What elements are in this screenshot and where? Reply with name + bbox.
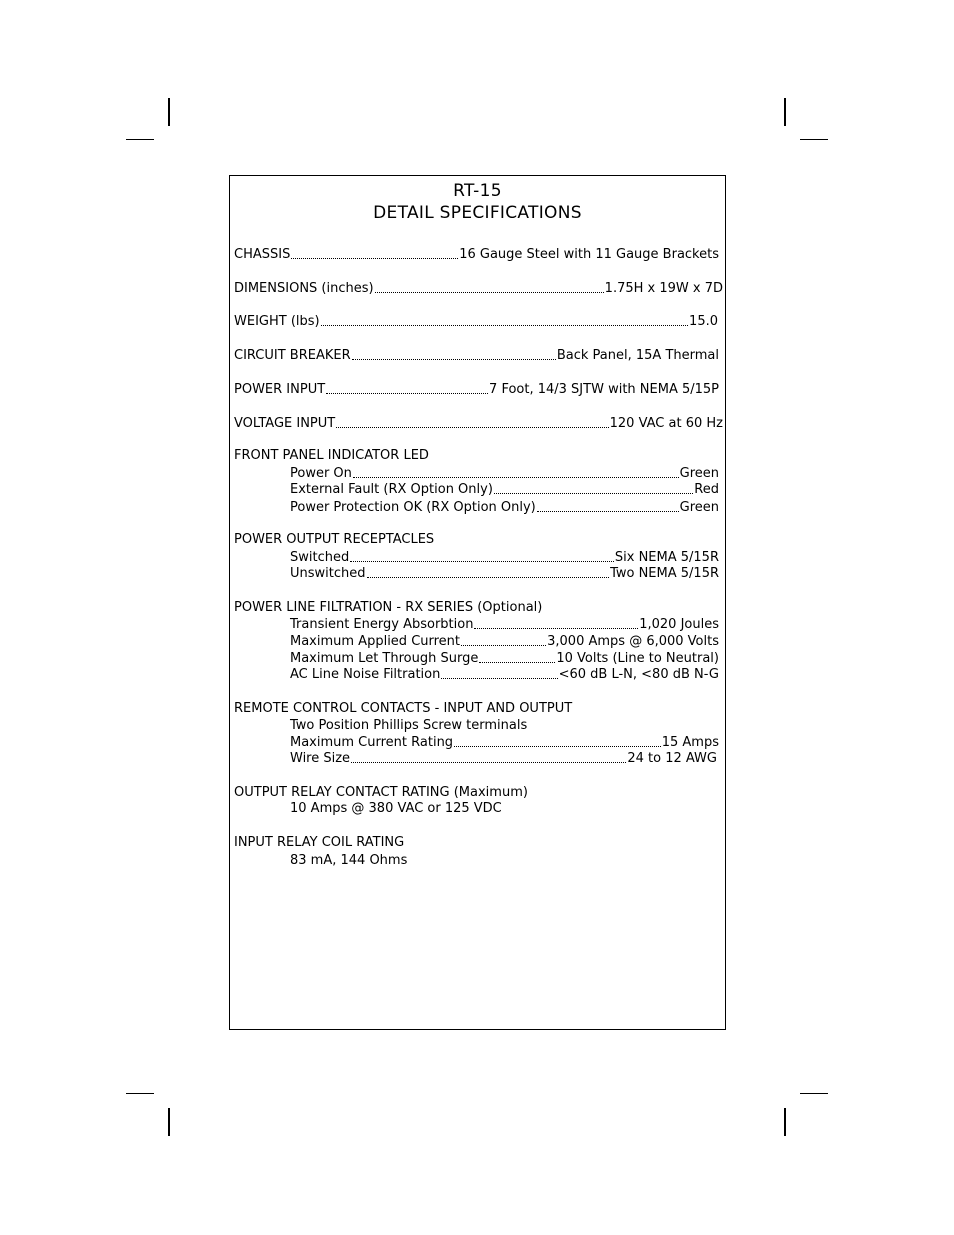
item-value: 1,020 Joules — [639, 617, 719, 632]
filtration-item — [290, 667, 719, 683]
spec-label: VOLTAGE INPUT — [234, 416, 336, 431]
item-value: 10 Volts (Line to Neutral) — [556, 651, 719, 666]
item-value: 15 Amps — [661, 735, 719, 750]
crop-mark-top-right-vertical — [784, 98, 786, 126]
crop-mark-top-left-vertical — [168, 98, 170, 126]
spec-sheet-panel — [229, 175, 726, 1030]
section-heading-output-relay: OUTPUT RELAY CONTACT RATING (Maximum) — [234, 785, 528, 800]
item-value: Six NEMA 5/15R — [614, 550, 719, 565]
spec-value: 15.0 — [689, 314, 718, 329]
item-label: Maximum Current Rating — [290, 735, 454, 750]
leader-dots — [375, 292, 604, 293]
section-heading-filtration: POWER LINE FILTRATION - RX SERIES (Optional) — [234, 600, 543, 615]
item-value: Two NEMA 5/15R — [610, 566, 719, 581]
front-panel-item — [290, 482, 719, 498]
spec-label: DIMENSIONS (inches) — [234, 281, 374, 296]
leader-dots — [441, 678, 557, 679]
spec-value: 120 VAC at 60 Hz — [609, 416, 723, 431]
spec-value: 1.75H x 19W x 7D — [604, 281, 723, 296]
crop-mark-bottom-left-horizontal — [126, 1093, 154, 1094]
item-value: Green — [679, 500, 719, 515]
leader-dots — [474, 628, 638, 629]
spec-value: 16 Gauge Steel with 11 Gauge Brackets — [459, 247, 719, 262]
crop-mark-bottom-right-vertical — [784, 1108, 786, 1136]
spec-chassis — [234, 247, 719, 263]
spec-label: CHASSIS — [234, 247, 291, 262]
leader-dots — [367, 577, 610, 578]
crop-mark-bottom-right-horizontal — [800, 1093, 828, 1094]
remote-item — [290, 735, 719, 751]
crop-mark-bottom-left-vertical — [168, 1108, 170, 1136]
item-label: Switched — [290, 550, 350, 565]
crop-mark-top-right-horizontal — [800, 139, 828, 140]
spec-weight — [234, 314, 718, 330]
crop-mark-top-left-horizontal — [126, 139, 154, 140]
item-label: AC Line Noise Filtration — [290, 667, 441, 682]
leader-dots — [326, 393, 488, 394]
leader-dots — [537, 511, 679, 512]
spec-value: Back Panel, 15A Thermal — [556, 348, 719, 363]
remote-item — [290, 751, 717, 767]
leader-dots — [351, 762, 626, 763]
filtration-item — [290, 651, 719, 667]
item-label: Maximum Let Through Surge — [290, 651, 479, 666]
leader-dots — [461, 645, 546, 646]
front-panel-item — [290, 466, 719, 482]
leader-dots — [494, 493, 693, 494]
section-heading-front-panel: FRONT PANEL INDICATOR LED — [234, 448, 429, 463]
item-label: Transient Energy Absorbtion — [290, 617, 474, 632]
spec-power-input — [234, 382, 719, 398]
section-heading-remote-control: REMOTE CONTROL CONTACTS - INPUT AND OUTPUT — [234, 701, 573, 716]
filtration-item — [290, 634, 719, 650]
item-label: Power On — [290, 466, 352, 481]
leader-dots — [291, 258, 458, 259]
item-label: Unswitched — [290, 566, 366, 581]
leader-dots — [336, 427, 608, 428]
item-label: Maximum Applied Current — [290, 634, 461, 649]
document-subtitle: DETAIL SPECIFICATIONS — [373, 203, 582, 223]
spec-voltage-input — [234, 416, 723, 432]
filtration-item — [290, 617, 719, 633]
leader-dots — [454, 746, 661, 747]
spec-label: CIRCUIT BREAKER — [234, 348, 351, 363]
spec-dimensions — [234, 281, 723, 297]
section-heading-input-relay: INPUT RELAY COIL RATING — [234, 835, 405, 850]
section-heading-receptacles: POWER OUTPUT RECEPTACLES — [234, 532, 435, 547]
spec-label: POWER INPUT — [234, 382, 326, 397]
spec-value: 7 Foot, 14/3 SJTW with NEMA 5/15P — [489, 382, 719, 397]
leader-dots — [479, 662, 555, 663]
item-value: Green — [679, 466, 719, 481]
item-label: Wire Size — [290, 751, 351, 766]
document-title: RT-15 — [453, 181, 502, 201]
item-label: Power Protection OK (RX Option Only) — [290, 500, 536, 515]
remote-note: Two Position Phillips Screw terminals — [290, 718, 528, 733]
item-value: Red — [694, 482, 719, 497]
leader-dots — [353, 477, 679, 478]
item-label: External Fault (RX Option Only) — [290, 482, 493, 497]
leader-dots — [350, 561, 614, 562]
receptacle-item — [290, 550, 719, 566]
input-relay-value: 83 mA, 144 Ohms — [290, 853, 408, 868]
output-relay-value: 10 Amps @ 380 VAC or 125 VDC — [290, 801, 502, 816]
spec-circuit-breaker — [234, 348, 719, 364]
leader-dots — [352, 359, 556, 360]
item-value: 24 to 12 AWG — [627, 751, 717, 766]
leader-dots — [321, 325, 688, 326]
item-value: 3,000 Amps @ 6,000 Volts — [547, 634, 719, 649]
spec-label: WEIGHT (lbs) — [234, 314, 320, 329]
front-panel-item — [290, 500, 719, 516]
item-value: <60 dB L-N, <80 dB N-G — [558, 667, 719, 682]
receptacle-item — [290, 566, 719, 582]
